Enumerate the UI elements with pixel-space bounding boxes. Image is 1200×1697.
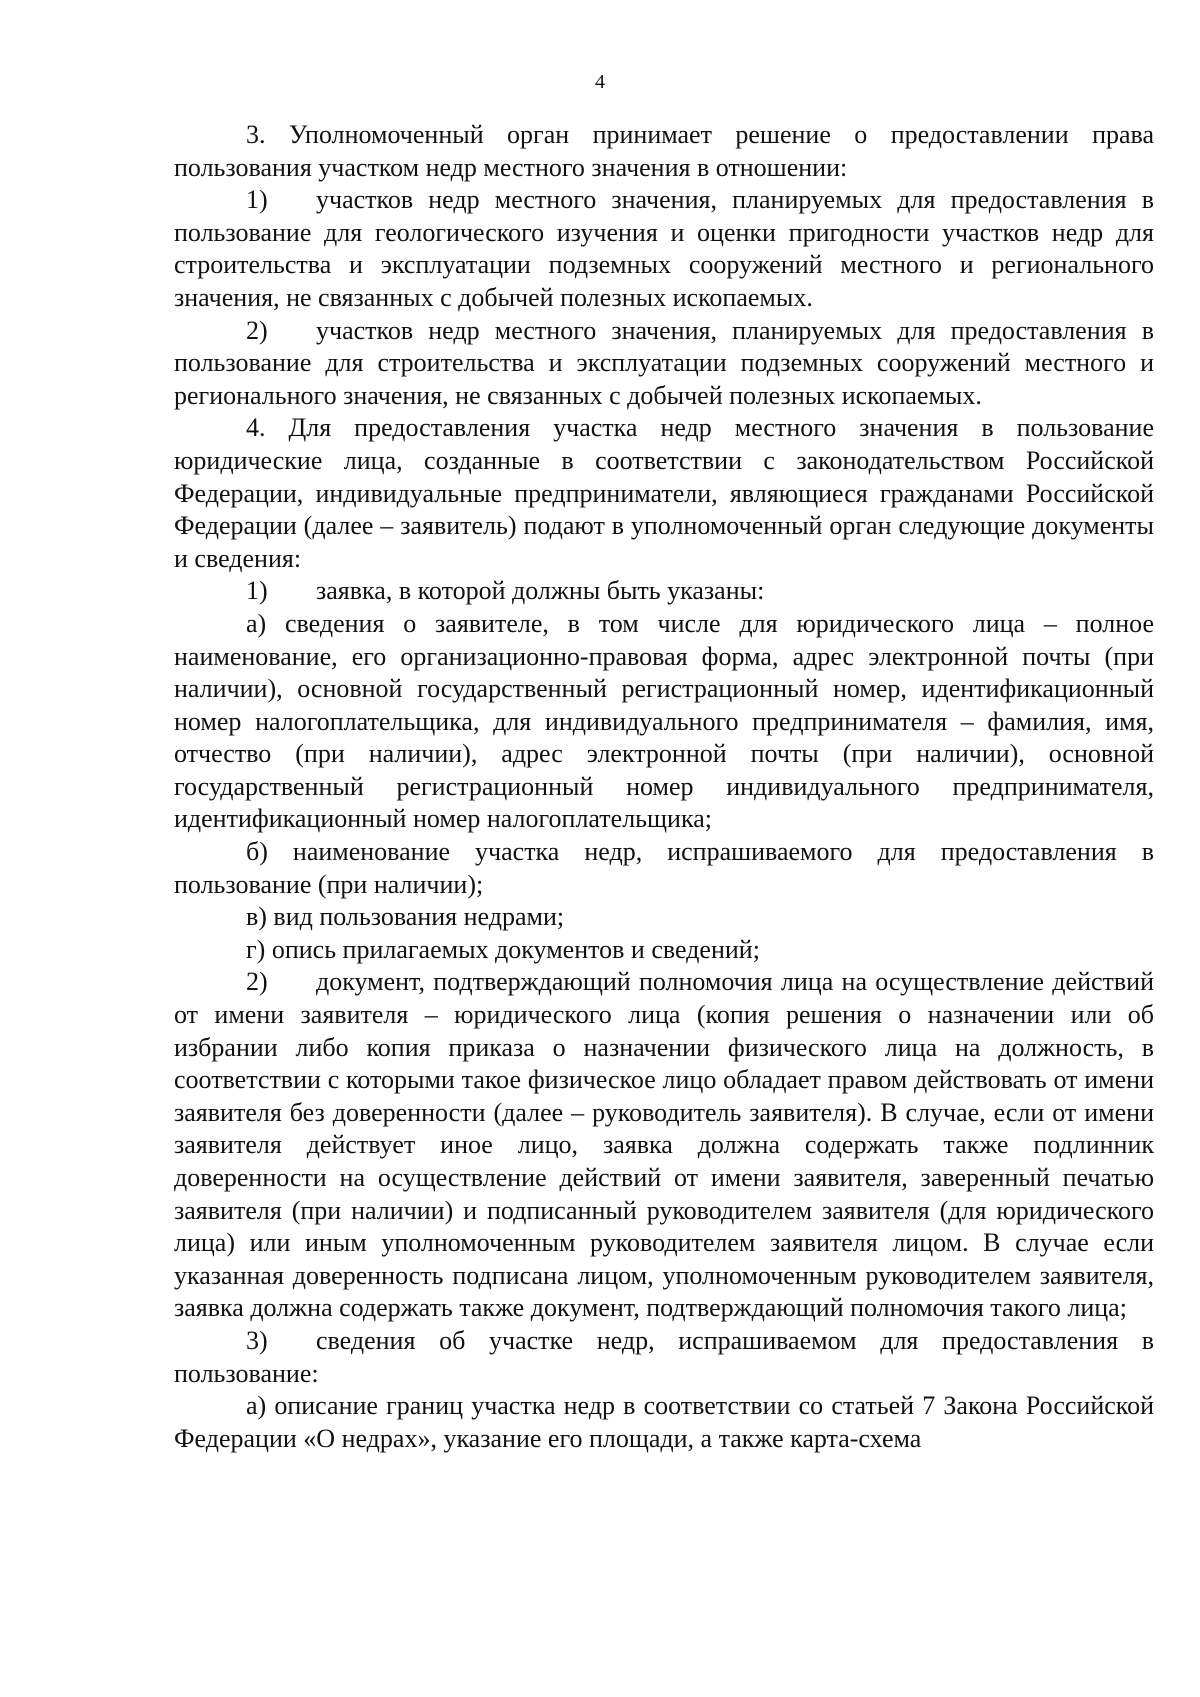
page-number: 4 (595, 71, 605, 93)
paragraph-3: 3. Уполномоченный орган принимает решение о предоставлении права пользования участком недр местного значения в отношении: (174, 120, 1154, 182)
list-item-text: заявка, в которой должны быть указаны: (316, 576, 765, 606)
list-item (174, 315, 1154, 413)
document-body (174, 119, 1154, 1455)
subitem-v: в) вид пользования недрами; (246, 902, 565, 932)
list-number: 2) (246, 967, 268, 997)
list-number: 3) (246, 1325, 268, 1355)
list-item (174, 575, 1154, 608)
subitem-g: г) опись прилагаемых документов и сведений; (246, 934, 760, 964)
list-item (174, 1325, 1154, 1390)
subitem-a: а) описание границ участка недр в соответствии со статьей 7 Закона Российской Федерации «О недрах», указание его площади, а также карта-схема (174, 1391, 1154, 1453)
list-item-text: документ, подтверждающий полномочия лица на осуществление действий от имени заявителя – юридического лица (копия решения о назначении или об избрании либо копия приказа о назначении физического лица на должность, в соответствии с которыми такое физическое лицо обладает правом действовать от имени заявителя без доверенности (далее – руководитель заявителя). В случае, если от имени заявителя действует иное лицо, заявка должна содержать также подлинник доверенности на осуществление действий от имени заявителя, заверенный печатью заявителя (при наличии) и подписанный руководителем заявителя (для юридического лица) или иным уполномоченным руководителем заявителя лицом. В случае если указанная доверенность подписана лицом, уполномоченным руководителем заявителя, заявка должна содержать также документ, подтверждающий полномочия такого лица; (174, 967, 1154, 1323)
list-item (174, 184, 1154, 314)
list-item-text: участков недр местного значения, планируемых для предоставления в пользование для геологического изучения и оценки пригодности участков недр для строительства и эксплуатации подземных сооружений местного и регионального значения, не связанных с добычей полезных ископаемых. (174, 185, 1154, 312)
list-number: 1) (246, 576, 268, 606)
list-number: 1) (246, 185, 268, 215)
paragraph-4: 4. Для предоставления участка недр местного значения в пользование юридические лица, созданные в соответствии с законодательством Российской Федерации, индивидуальные предприниматели, являющиеся гражданами Российской Федерации (далее – заявитель) подают в уполномоченный орган следующие документы и сведения: (174, 413, 1154, 573)
subitem-b: б) наименование участка недр, испрашиваемого для предоставления в пользование (при наличии); (174, 837, 1154, 899)
list-item-text: участков недр местного значения, планируемых для предоставления в пользование для строительства и эксплуатации подземных сооружений местного и регионального значения, не связанных с добычей полезных ископаемых. (174, 315, 1154, 410)
list-item-text: сведения об участке недр, испрашиваемом для предоставления в пользование: (174, 1325, 1154, 1388)
subitem-a: а) сведения о заявителе, в том числе для юридического лица – полное наименование, его организационно-правовая форма, адрес электронной почты (при наличии), основной государственный регистрационный номер, идентификационный номер налогоплательщика, для индивидуального предпринимателя – фамилия, имя, отчество (при наличии), адрес электронной почты (при наличии), основной государственный регистрационный номер индивидуального предпринимателя, идентификационный номер налогоплательщика; (174, 608, 1154, 834)
list-item (174, 966, 1154, 1325)
list-number: 2) (246, 315, 268, 345)
